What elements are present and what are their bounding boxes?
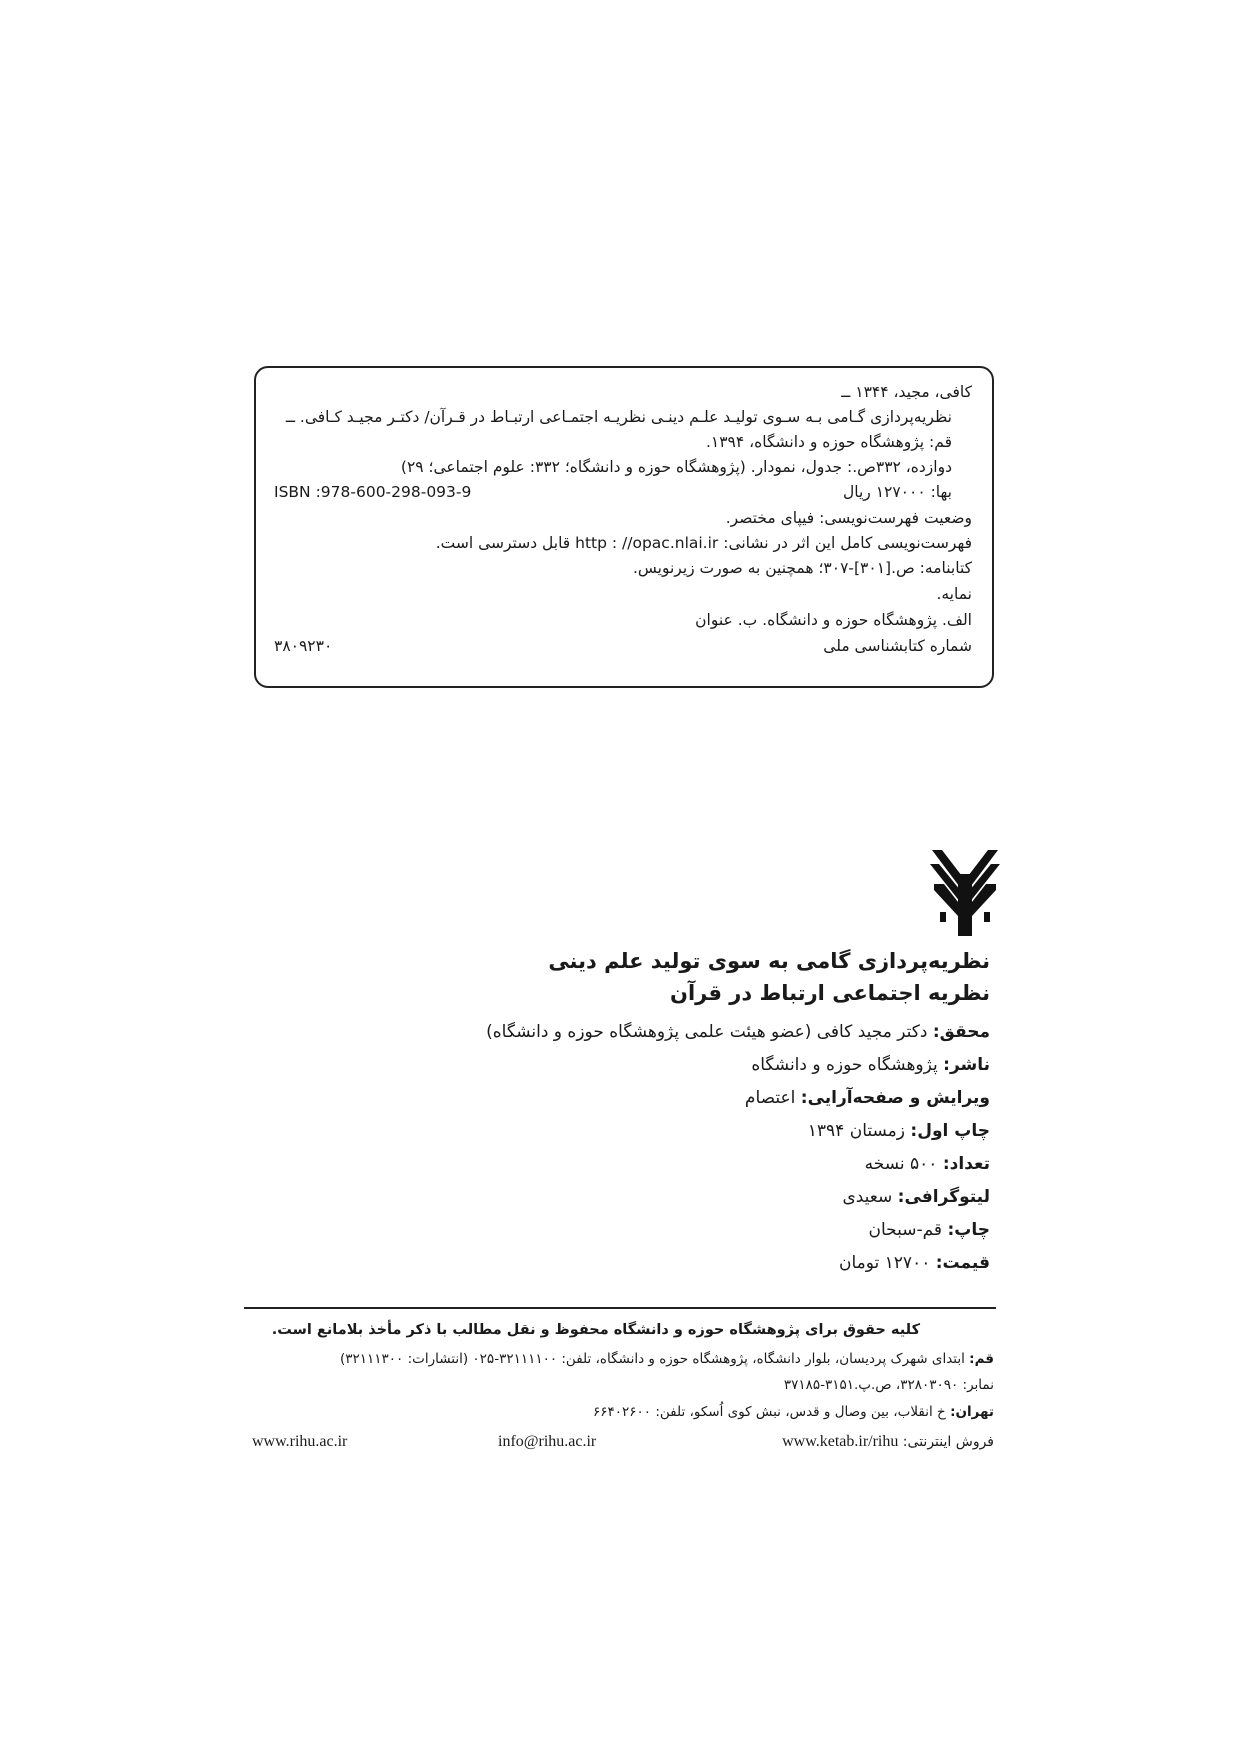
tehran-text: خ انقلاب، بین وصال و قدس، نبش کوی اُسکو، تلفن: ۶۶۴۰۲۶۰۰ <box>593 1404 951 1420</box>
tehran-label: تهران: <box>950 1404 994 1420</box>
credit-first-print <box>808 1117 990 1145</box>
online-sales <box>782 1431 994 1453</box>
copyright-notice: کلیه حقوق برای پژوهشگاه حوزه و دانشگاه محفوظ و نقل مطالب با ذکر مأخذ بلامانع است. <box>271 1322 920 1338</box>
qom-text: ابتدای شهرک پردیسان، بلوار دانشگاه، پژوهشگاه حوزه و دانشگاه، تلفن: ۳۲۱۱۱۱۰۰-۰۲۵ (انتشارات: ۳۲۱۱۱۳۰۰) <box>340 1351 970 1367</box>
publisher-logo-icon <box>930 850 1000 936</box>
credit-label: لیتوگرافی: <box>897 1187 990 1207</box>
credit-lithography <box>842 1183 990 1211</box>
credit-researcher <box>486 1018 990 1046</box>
credit-label: چاپ: <box>947 1220 990 1240</box>
qom-address <box>340 1348 994 1370</box>
credit-publisher <box>751 1051 990 1079</box>
credit-value: پژوهشگاه حوزه و دانشگاه <box>751 1055 944 1075</box>
email-link[interactable]: info@rihu.ac.ir <box>498 1433 597 1450</box>
credit-value: قم-سبحان <box>868 1220 948 1240</box>
catalog-national-number: ۳۸۰۹۲۳۰ <box>274 637 333 655</box>
credit-editing <box>745 1084 990 1112</box>
catalog-box <box>254 366 994 688</box>
catalog-index-line: نمایه. <box>936 585 972 603</box>
catalog-title-line: نظریه‌پردازی گـامی بـه سـوی تولیـد علـم دینـی نظریـه اجتمـاعی ارتبـاط در قـرآن/ دکتـر مجیـد کـافی. ــ <box>285 408 952 426</box>
credit-label: محقق: <box>932 1022 990 1042</box>
tehran-address <box>593 1401 994 1423</box>
website-link[interactable]: www.rihu.ac.ir <box>252 1433 348 1450</box>
credit-label: چاپ اول: <box>910 1121 990 1141</box>
fax-line: نمابر: ۳۲۸۰۳۰۹۰، ص.پ.۳۱۵۱-۳۷۱۸۵ <box>783 1377 994 1393</box>
credit-label: قیمت: <box>935 1253 990 1273</box>
catalog-description-line: دوازده، ۳۳۲ص.: جدول، نمودار. (پژوهشگاه حوزه و دانشگاه؛ ۳۳۲: علوم اجتماعی؛ ۲۹) <box>400 458 952 476</box>
credit-print <box>868 1216 990 1244</box>
credit-label: تعداد: <box>942 1154 990 1174</box>
credit-value: ۵۰۰ نسخه <box>864 1154 943 1174</box>
catalog-isbn: ISBN :978-600-298-093-9 <box>274 483 472 501</box>
catalog-subject-line: الف. پژوهشگاه حوزه و دانشگاه. ب. عنوان <box>695 611 972 629</box>
catalog-url-line: فهرست‌نویسی کامل این اثر در نشانی: http : //opac.nlai.ir قابل دسترسی است. <box>435 534 972 552</box>
credit-label: ویرایش و صفحه‌آرایی: <box>800 1088 990 1108</box>
credit-value: زمستان ۱۳۹۴ <box>807 1121 911 1141</box>
catalog-publication-line: قم: پژوهشگاه حوزه و دانشگاه، ۱۳۹۴. <box>705 433 952 451</box>
credit-value: سعیدی <box>842 1187 898 1207</box>
catalog-bibliography-line: کتابنامه: ص.[۳۰۱]-۳۰۷؛ همچنین به صورت زیرنویس. <box>632 559 972 577</box>
qom-label: قم: <box>969 1351 994 1367</box>
catalog-status-line: وضعیت فهرست‌نویسی: فیپای مختصر. <box>725 509 972 527</box>
footer-divider <box>244 1307 996 1309</box>
book-subtitle: نظریه اجتماعی ارتباط در قرآن <box>670 981 990 1005</box>
online-sales-link[interactable]: www.ketab.ir/rihu <box>782 1433 899 1450</box>
credit-value: اعتصام <box>744 1088 801 1108</box>
book-title: نظریه‌پردازی گامی به سوی تولید علم دینی <box>548 949 990 973</box>
credit-label: ناشر: <box>943 1055 990 1075</box>
catalog-price-line: بها: ۱۲۷۰۰۰ ریال <box>842 483 952 501</box>
catalog-author-line: کافی، مجید، ۱۳۴۴ ــ <box>841 383 972 401</box>
catalog-national-number-label: شماره کتابشناسی ملی <box>823 637 972 655</box>
credit-value: دکتر مجید کافی (عضو هیئت علمی پژوهشگاه حوزه و دانشگاه) <box>486 1022 933 1042</box>
credit-value: ۱۲۷۰۰ تومان <box>838 1253 936 1273</box>
credit-price <box>839 1249 990 1277</box>
online-sales-label: فروش اینترنتی: <box>898 1434 994 1450</box>
credit-copies <box>865 1150 990 1178</box>
